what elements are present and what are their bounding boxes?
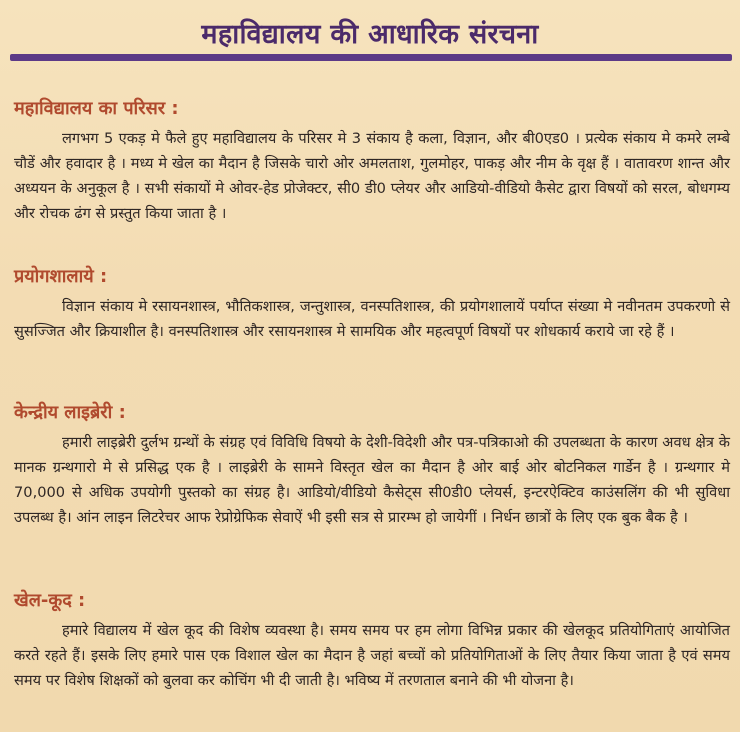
section-body-sports: हमारे विद्यालय में खेल कूद की विशेष व्यवस्था है। समय समय पर हम लोगा विभिन्न प्रकार की खेलकूद प्रतियोगिताएं आयोजित करते रहते हैं। इसके लिए हमारे पास एक विशाल खेल का मैदान है जहां बच्चों को प्रतियोगिताओं के लिए तैयार किया जाता है एवं समय समय पर विशेष शिक्षकों को बुलवा कर कोचिंग भी दी जाती है। भविष्य में तरणताल बनाने की भी योजना है। <box>14 622 730 689</box>
section-heading-sports: खेल-कूद : <box>14 590 86 611</box>
section-body-laboratories: विज्ञान संकाय मे रसायनशास्त्र, भौतिकशास्त्र, जन्तुशास्त्र, वनस्पतिशास्त्र, की प्रयोगशालायें पर्याप्त संख्या मे नवीनतम उपकरणो से सुसज्जित और क्रियाशील है। वनस्पतिशास्त्र और रसायनशास्त्र मे सामयिक और महत्वपूर्ण विषयों पर शोधकार्य कराये जा रहे हैं । <box>14 298 730 340</box>
section-campus <box>14 98 730 226</box>
section-laboratories <box>14 266 730 344</box>
section-heading-campus: महाविद्यालय का परिसर : <box>14 98 179 119</box>
section-body-central-library: हमारी लाइब्रेरी दुर्लभ ग्रन्थों के संग्रह एवं विविधि विषयो के देशी-विदेशी और पत्र-पत्रिकाओ की उपलब्धता के कारण अवध क्षेत्र के मानक ग्रन्थगारो मे से प्रसिद्ध एक है । लाइब्रेरी के सामने विस्तृत खेल का मैदान है ओर बाई ओर बोटनिकल गार्डेन है । ग्रन्थगार मे 70,000 से अधिक उपयोगी पुस्तको का संग्रह है। आडियो/वीडियो कैसेट्स सी0डी0 प्लेयर्स, इन्टरऐक्टिव काउंसलिंग की भी सुविधा उपलब्ध है। आंन लाइन लिटरेचर आफ रेप्रोग्रेफिक सेवाऐं भी इसी सत्र से प्रारम्भ हो जायेगीं । निर्धन छात्रों के लिए एक बुक बैक है । <box>14 434 730 526</box>
section-sports <box>14 590 730 693</box>
section-heading-laboratories: प्रयोगशालाये : <box>14 266 108 287</box>
section-body-campus: लगभग 5 एकड़ मे फैले हुए महाविद्यालय के परिसर मे 3 संकाय है कला, विज्ञान, और बी0एड0 । प्रत्येक संकाय मे कमरे लम्बे चौडें और हवादार है । मध्य मे खेल का मैदान है जिसके चारो ओर अमलताश, गुलमोहर, पाकड़ और नीम के वृक्ष हैं । वातावरण शान्त और अध्ययन के अनुकूल है । सभी संकायों मे ओवर-हेड प्रोजेक्टर, सी0 डी0 प्लेयर और आडियो-वीडियो कैसेट द्वारा विषयों को सरल, बोधगम्य और रोचक ढंग से प्रस्तुत किया जाता है । <box>14 130 730 222</box>
page-title: महाविद्यालय की आधारिक संरचना <box>201 19 539 50</box>
section-heading-central-library: केन्द्रीय लाइब्रेरी : <box>14 402 126 423</box>
section-central-library <box>14 402 730 530</box>
title-underline <box>10 54 732 61</box>
